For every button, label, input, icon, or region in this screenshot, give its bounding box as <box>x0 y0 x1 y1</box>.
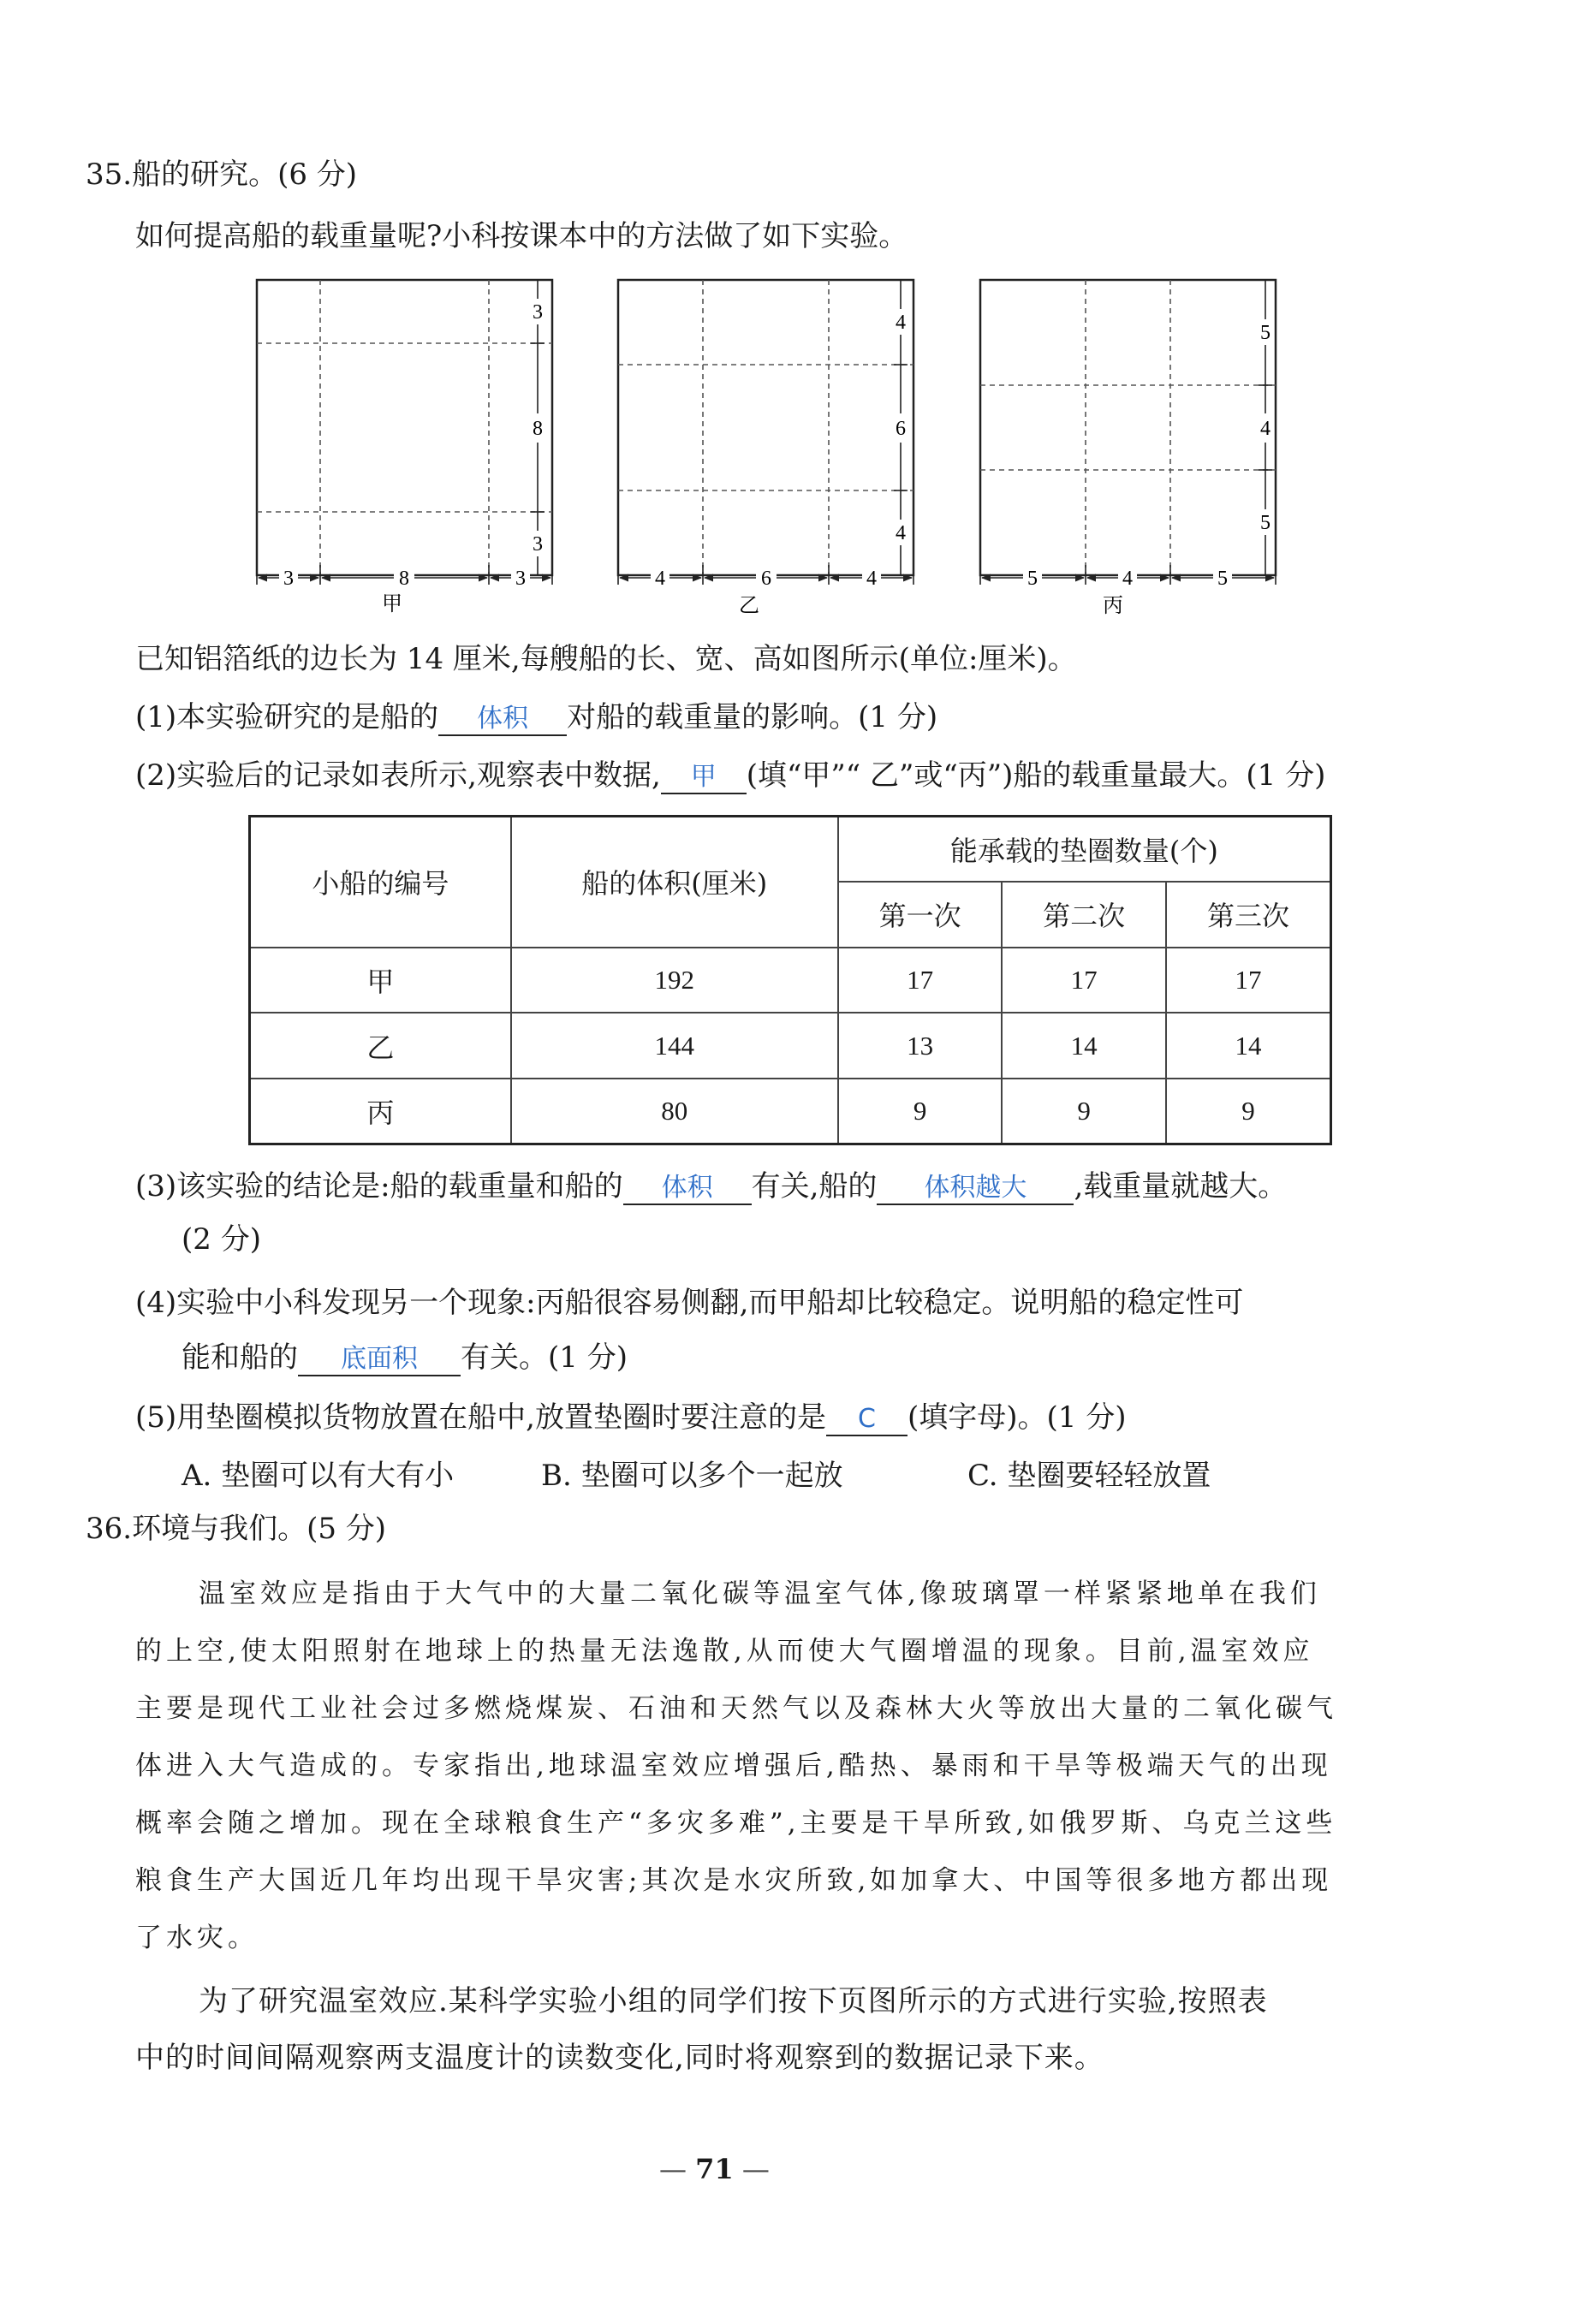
q35-part5: (5)用垫圈模拟货物放置在船中,放置垫圈时要注意的是 C (填字母)。(1 分) <box>135 1400 1127 1435</box>
handwritten-answer: 底面积 <box>341 1344 418 1374</box>
foil-square-bing <box>980 280 1276 575</box>
q35-part1: (1)本实验研究的是船的 体积 对船的载重量的影响。(1 分) <box>135 700 938 734</box>
option-b: B. 垫圈可以多个一起放 <box>541 1459 843 1493</box>
passage-line: 的上空,使太阳照射在地球上的热量无法逸散,从而使大气圈增温的现象。目前,温室效应 <box>135 1636 1314 1667</box>
cell-volume: 144 <box>511 1013 838 1079</box>
foil-square-jia <box>257 280 552 575</box>
cell-trial: 9 <box>1002 1079 1166 1144</box>
passage-line: 了水灾。 <box>135 1923 259 1953</box>
passage-line: 体进入大气造成的。专家指出,地球温室效应增强后,酷热、暴雨和干旱等极端天气的出现 <box>135 1750 1332 1781</box>
dim-label: 4 <box>896 522 906 544</box>
cell-trial: 17 <box>838 948 1003 1013</box>
header-boat-id: 小船的编号 <box>250 817 511 948</box>
record-table <box>248 815 1332 1145</box>
table-row <box>250 1013 1331 1079</box>
q36-experiment-line1: 为了研究温室效应.某科学实验小组的同学们按下页图所示的方式进行实验,按照表 <box>199 1984 1268 2018</box>
dim-label: 5 <box>1217 568 1228 590</box>
q35-known: 已知铝箔纸的边长为 14 厘米,每艘船的长、宽、高如图所示(单位:厘米)。 <box>135 642 1077 676</box>
cell-trial: 14 <box>1166 1013 1331 1079</box>
cell-trial: 9 <box>1166 1079 1331 1144</box>
handwritten-answer: 体积 <box>477 704 529 734</box>
dim-label: 5 <box>1260 322 1271 344</box>
dim-label: 3 <box>283 568 294 590</box>
boat-diagrams <box>248 270 1310 621</box>
dim-label: 5 <box>1260 512 1271 534</box>
cell-boat-id: 甲 <box>250 948 511 1013</box>
q35-intro: 如何提高船的载重量呢?小科按课本中的方法做了如下实验。 <box>135 219 908 253</box>
dim-label: 4 <box>1260 418 1271 440</box>
passage-line: 概率会随之增加。现在全球粮食生产“多灾多难”,主要是干旱所致,如俄罗斯、乌克兰这些 <box>135 1808 1337 1839</box>
answer-blank <box>877 1171 1074 1205</box>
cell-trial: 17 <box>1002 948 1166 1013</box>
q35-part2: (2)实验后的记录如表所示,观察表中数据, 甲 (填“甲”“ 乙”或“丙”)船的载重量最大。(1 分) <box>135 758 1326 793</box>
diagram-caption: 乙 <box>739 595 759 617</box>
dim-label: 4 <box>655 568 665 590</box>
dim-label: 4 <box>896 312 906 334</box>
cell-trial: 14 <box>1002 1013 1166 1079</box>
dim-label: 3 <box>515 568 526 590</box>
q35-part4-line1: (4)实验中小科发现另一个现象:丙船很容易侧翻,而甲船却比较稳定。说明船的稳定性可 <box>135 1286 1244 1320</box>
header-volume: 船的体积(厘米) <box>511 817 838 948</box>
q35-title: 35.船的研究。(6 分) <box>86 158 358 192</box>
answer-blank <box>438 702 567 736</box>
option-a: A. 垫圈可以有大有小 <box>182 1459 455 1493</box>
cell-trial: 9 <box>838 1079 1003 1144</box>
q36-title: 36.环境与我们。(5 分) <box>86 1512 387 1546</box>
dim-label: 6 <box>761 568 771 590</box>
handwritten-answer: 体积 <box>661 1173 713 1203</box>
cell-boat-id: 丙 <box>250 1079 511 1144</box>
dim-label: 3 <box>533 533 543 556</box>
cell-boat-id: 乙 <box>250 1013 511 1079</box>
table-row <box>250 1079 1331 1144</box>
header-trial-2: 第二次 <box>1002 882 1166 948</box>
foil-square-yi <box>618 280 913 575</box>
cell-volume: 80 <box>511 1079 838 1144</box>
q35-part4-line2: 能和船的 底面积 有关。(1 分) <box>182 1340 628 1375</box>
dim-label: 5 <box>1027 568 1038 590</box>
handwritten-answer: 体积越大 <box>924 1173 1027 1203</box>
dim-label: 6 <box>896 418 906 440</box>
header-capacity: 能承载的垫圈数量(个) <box>838 817 1331 883</box>
answer-blank <box>623 1171 752 1205</box>
header-trial-1: 第一次 <box>838 882 1003 948</box>
diagram-caption: 甲 <box>382 593 402 615</box>
cell-trial: 17 <box>1166 948 1331 1013</box>
cell-volume: 192 <box>511 948 838 1013</box>
header-trial-3: 第三次 <box>1166 882 1331 948</box>
option-c: C. 垫圈要轻轻放置 <box>967 1459 1211 1493</box>
handwritten-answer: 甲 <box>690 762 717 792</box>
cell-trial: 13 <box>838 1013 1003 1079</box>
answer-blank <box>298 1342 461 1376</box>
dim-label: 8 <box>399 568 409 590</box>
q36-experiment-line2: 中的时间间隔观察两支温度计的读数变化,同时将观察到的数据记录下来。 <box>135 2041 1104 2075</box>
handwritten-answer: C <box>857 1404 876 1434</box>
dim-label: 3 <box>533 301 543 324</box>
table-row <box>250 948 1331 1013</box>
diagram-bing <box>980 280 1276 617</box>
diagram-caption: 丙 <box>1103 595 1123 617</box>
q35-part3-score: (2 分) <box>182 1222 261 1257</box>
page-number: — 71 — <box>659 2153 770 2185</box>
q35-part3: (3)该实验的结论是:船的载重量和船的 体积 有关,船的 体积越大 ,载重量就越大。 <box>135 1169 1288 1204</box>
dim-label: 8 <box>533 418 543 440</box>
diagram-jia <box>257 280 552 615</box>
passage-line: 粮食生产大国近几年均出现干旱灾害;其次是水灾所致,如加拿大、中国等很多地方都出现 <box>135 1865 1333 1896</box>
passage-line: 温室效应是指由于大气中的大量二氧化碳等温室气体,像玻璃罩一样紧紧地单在我们 <box>199 1578 1321 1609</box>
diagram-yi <box>618 280 913 617</box>
dim-label: 4 <box>866 568 877 590</box>
answer-blank <box>661 760 747 794</box>
answer-blank <box>826 1402 908 1436</box>
dim-label: 4 <box>1122 568 1133 590</box>
passage-line: 主要是现代工业社会过多燃烧煤炭、石油和天然气以及森林大火等放出大量的二氧化碳气 <box>135 1693 1337 1724</box>
